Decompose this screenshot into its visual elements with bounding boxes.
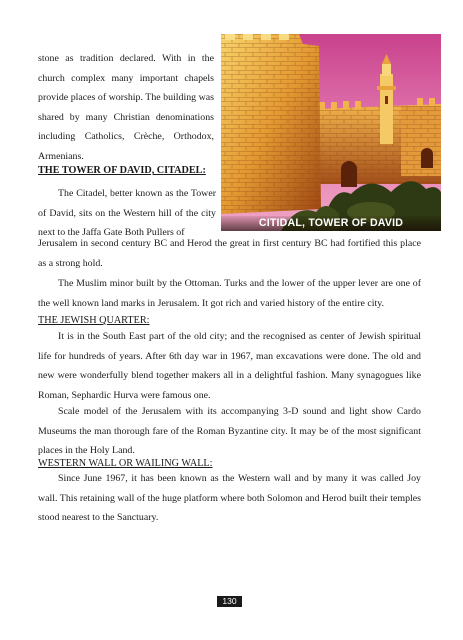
heading-tower-of-david: THE TOWER OF DAVID, CITADEL:	[38, 165, 206, 176]
heading-western-wall: WESTERN WALL OR WAILING WALL:	[38, 458, 213, 469]
heading-jewish-quarter: THE JEWISH QUARTER:	[38, 315, 150, 326]
jewish-quarter-paragraph-1: It is in the South East part of the old city; and the recognised as center of Jewish spiritual life for hundreds of years. After 6th day war in 1967, man excavations were done. The old and new were wonderfully blend together makers all in a delightful fashion. Many synagogues like Roman, Sephardic Hurva were famous one.	[38, 331, 421, 401]
tower-of-david-image	[221, 34, 441, 231]
western-wall-paragraph: Since June 1967, it has been known as the Western wall and by many it was called Joy wall. This retaining wall of the huge platform where both Solomon and Herod built their temples stood nearest to the Sanctuary.	[38, 473, 421, 524]
page-number: 130	[217, 596, 242, 607]
tower-paragraph-wrapped: The Citadel, better known as the Tower of David, sits on the Western hill of the city next to the Jaffa Gate Both Pullers of	[38, 188, 216, 239]
citadel-photo	[221, 34, 441, 231]
intro-paragraph: stone as tradition declared. With in the church complex many important chapels provide places of worship. The building was shared by many Christian denominations including Catholics, Crèche, Orthodox, Armenians.	[38, 53, 214, 162]
photo-caption: CITIDAL, TOWER OF DAVID	[221, 216, 441, 231]
tower-paragraph-2: The Muslim minor built by the Ottoman. Turks and the lower of the upper lever are one of the well known land marks in Jerusalem. It got rich and varied history of the entire city.	[38, 278, 421, 309]
tower-paragraph-continued: Jerusalem in second century BC and Herod the great in first century BC had fortified this place as a strong hold.	[38, 238, 421, 269]
jewish-quarter-paragraph-2: Scale model of the Jerusalem with its accompanying 3-D sound and light show Cardo Museums the man thorough fare of the Roman Byzantine city. It may be of the most significant places in the Holy Land.	[38, 406, 421, 457]
